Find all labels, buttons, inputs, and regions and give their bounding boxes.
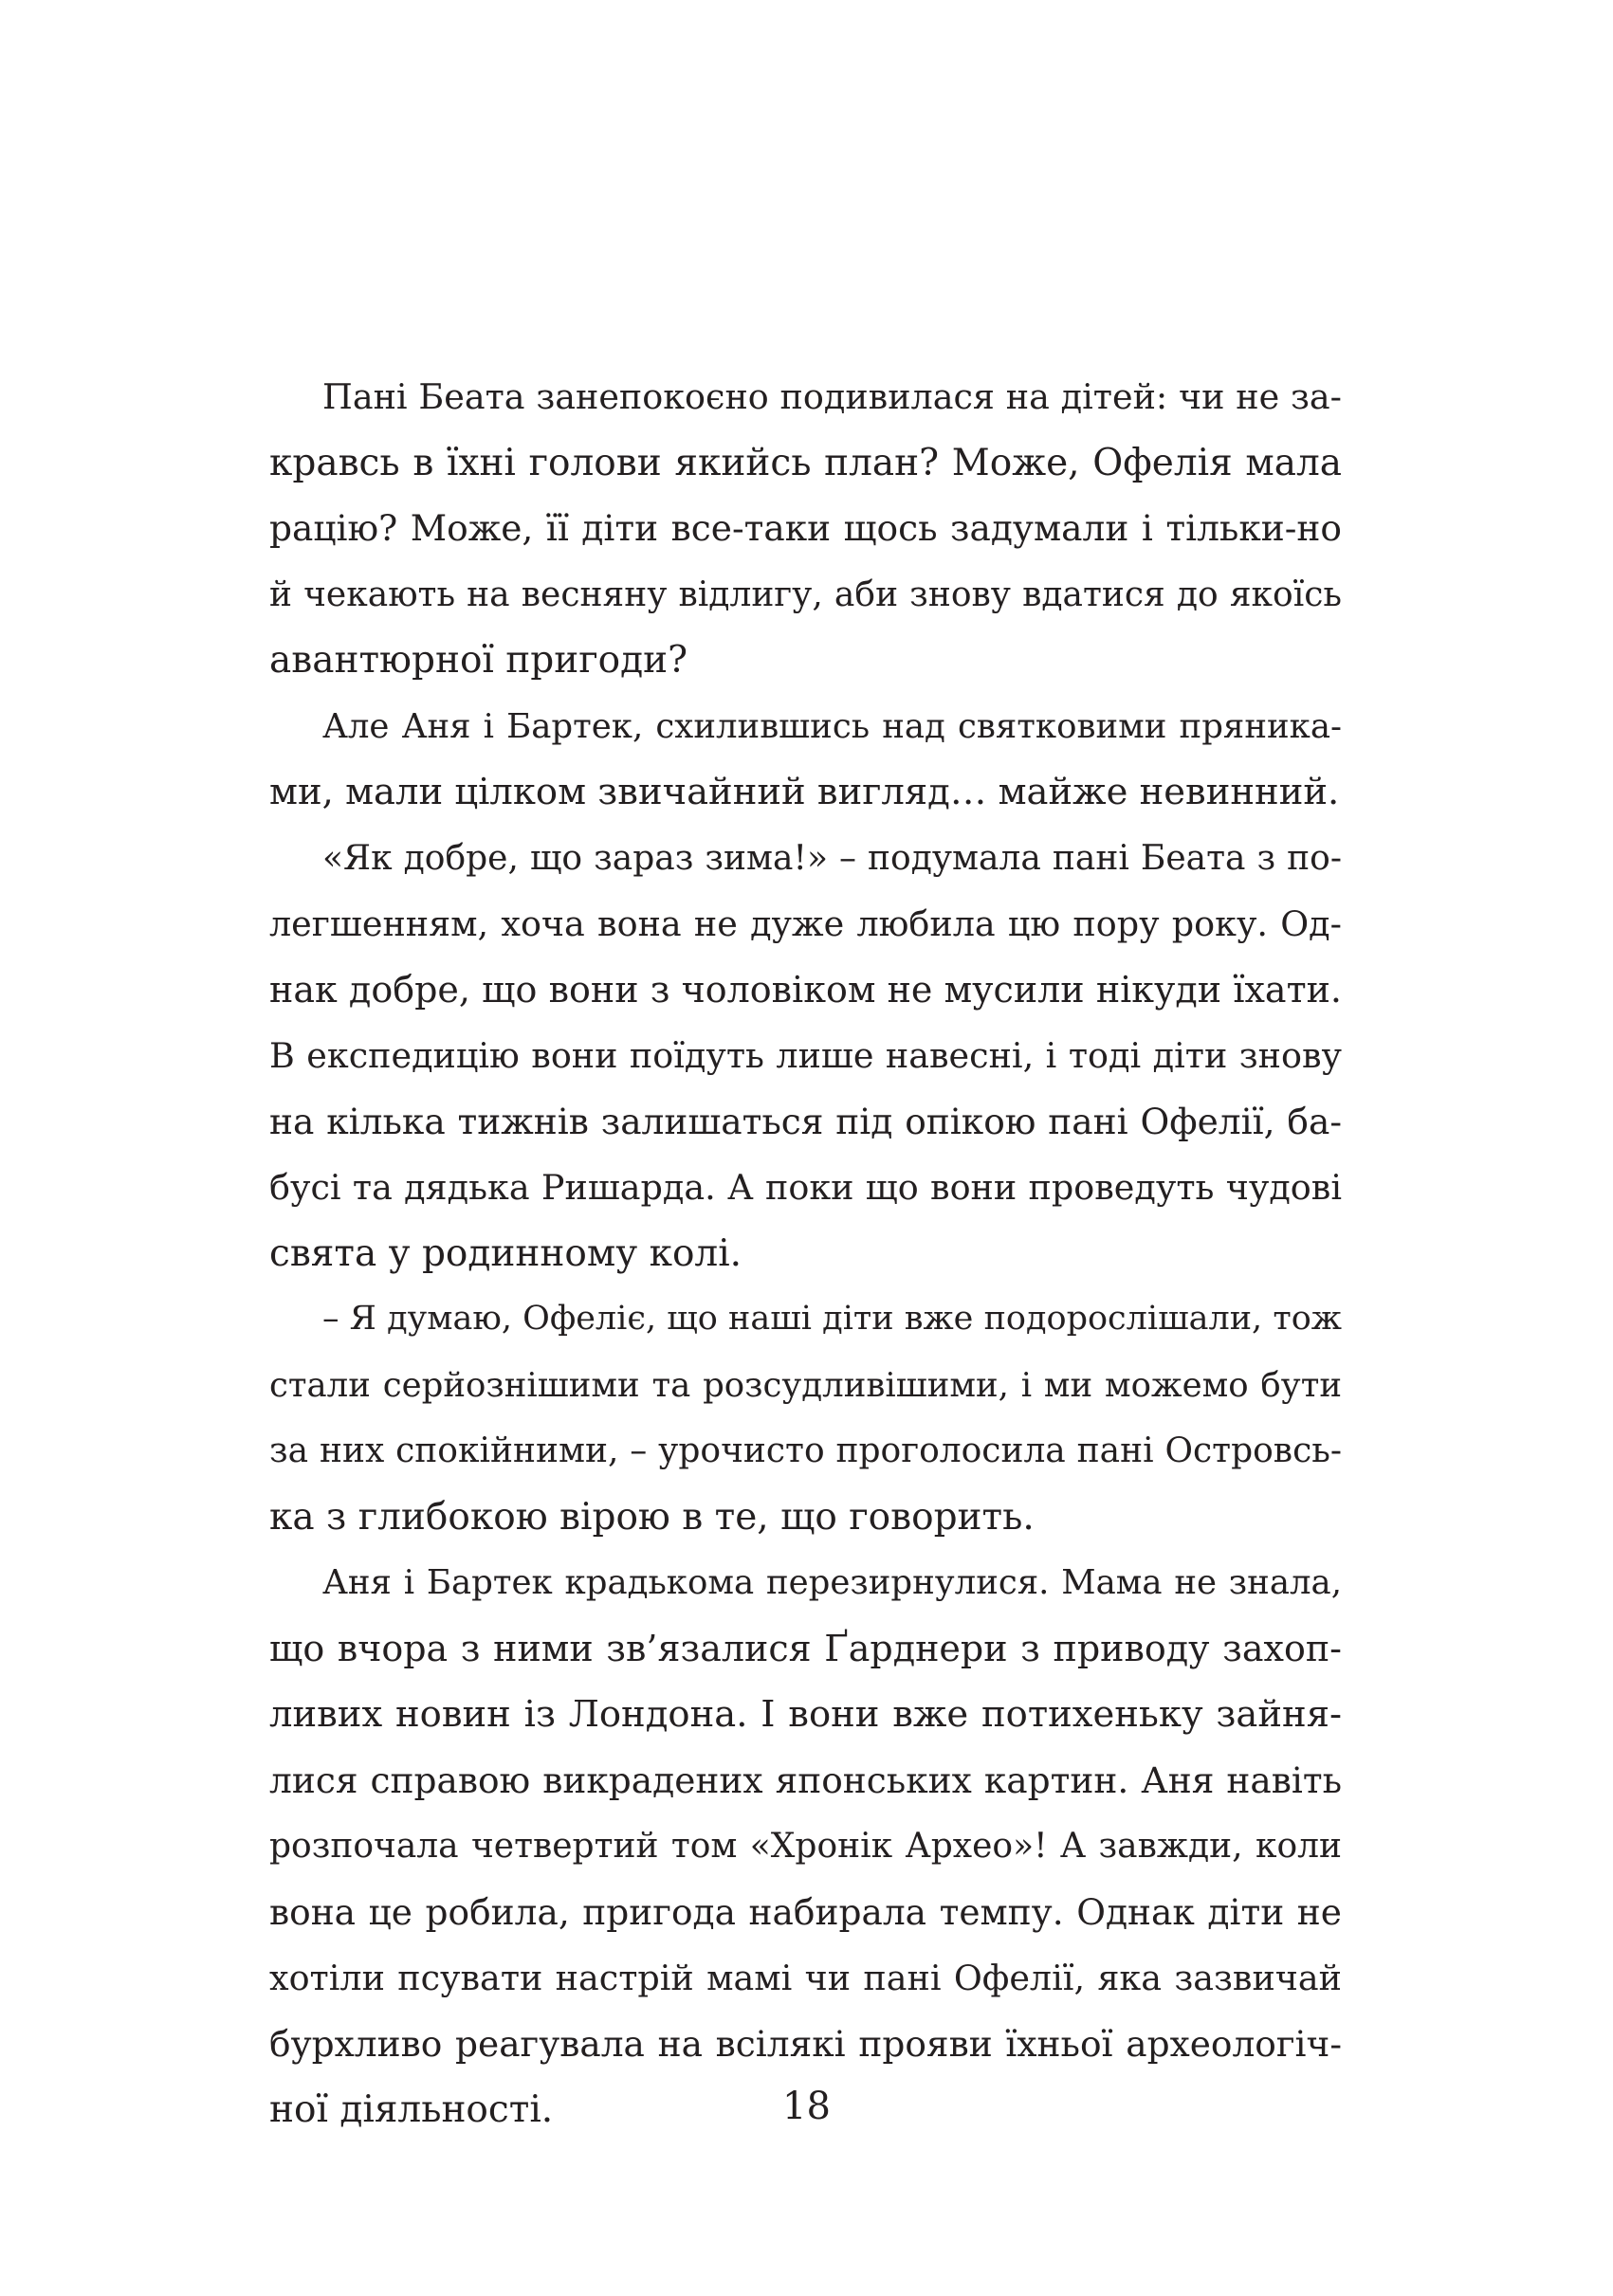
text-line: хотіли псувати настрій мамі чи пані Офелії, яка зазвичай — [269, 1958, 1342, 1998]
text-line: ливих новин із Лондона. І вони вже потихеньку зайня- — [269, 1693, 1342, 1736]
text-line: бусі та дядька Ришарда. А поки що вони проведуть чудові — [269, 1167, 1342, 1208]
text-line: свята у родинному колі. — [269, 1231, 742, 1275]
text-line: В експедицію вони поїдуть лише навесні, і тоді діти знову — [269, 1035, 1342, 1076]
text-line: вона це робила, пригода набирала темпу. Однак діти не — [269, 1890, 1342, 1933]
text-line: ної діяльності. — [269, 2088, 554, 2131]
text-line: на кілька тижнів залишаться під опікою пані Офелії, ба- — [269, 1100, 1342, 1142]
text-line: розпочала четвертий том «Хронік Археo»! А завжди, коли — [269, 1827, 1342, 1866]
text-line: що вчора з ними зв’язалися Ґарднери з приводу захоп- — [269, 1627, 1342, 1669]
text-line: за них спокійними, – урочисто проголосила пані Островсь- — [269, 1431, 1342, 1470]
text-line: ми, мали цілком звичайний вигляд… майже невинний. — [269, 771, 1340, 813]
text-line: Аня і Бартек крадькома перезирнулися. Мама не знала, — [322, 1563, 1342, 1602]
text-line: бурхливо реагувала на всілякі прояви їхньої археологіч- — [269, 2022, 1342, 2065]
text-line: рацію? Може, її діти все-таки щось задумали і тільки-но — [269, 507, 1342, 549]
text-line: Але Аня і Бартек, схилившись над святковими пряника- — [322, 706, 1342, 746]
text-line: лися справою викрадених японських картин. Аня навіть — [269, 1758, 1342, 1801]
page-number: 18 — [782, 2085, 831, 2128]
text-line: кравсь в їхні голови якийсь план? Може, Офелія мала — [269, 441, 1342, 484]
text-line: стали серйознішими та розсудливішими, і ми можемо бути — [269, 1365, 1342, 1405]
text-line: авантюрної пригоди? — [269, 639, 688, 682]
text-line: Пані Беата занепокоєно подивилася на дітей: чи не за- — [322, 376, 1342, 417]
text-line: ка з глибокою вірою в те, що говорить. — [269, 1495, 1035, 1539]
text-line: «Як добре, що зараз зима!» – подумала пані Беата з по- — [322, 838, 1342, 878]
text-line: нак добре, що вони з чоловіком не мусили нікуди їхати. — [269, 968, 1342, 1011]
text-line: – Я думаю, Офеліє, що наші діти вже подорослішали, тож — [322, 1300, 1342, 1338]
body-text — [269, 364, 1342, 2143]
text-line: легшенням, хоча вона не дуже любила цю пору року. Од- — [269, 903, 1342, 944]
text-line: й чекають на весняну відлигу, аби знову вдатися до якоїсь — [269, 574, 1342, 614]
